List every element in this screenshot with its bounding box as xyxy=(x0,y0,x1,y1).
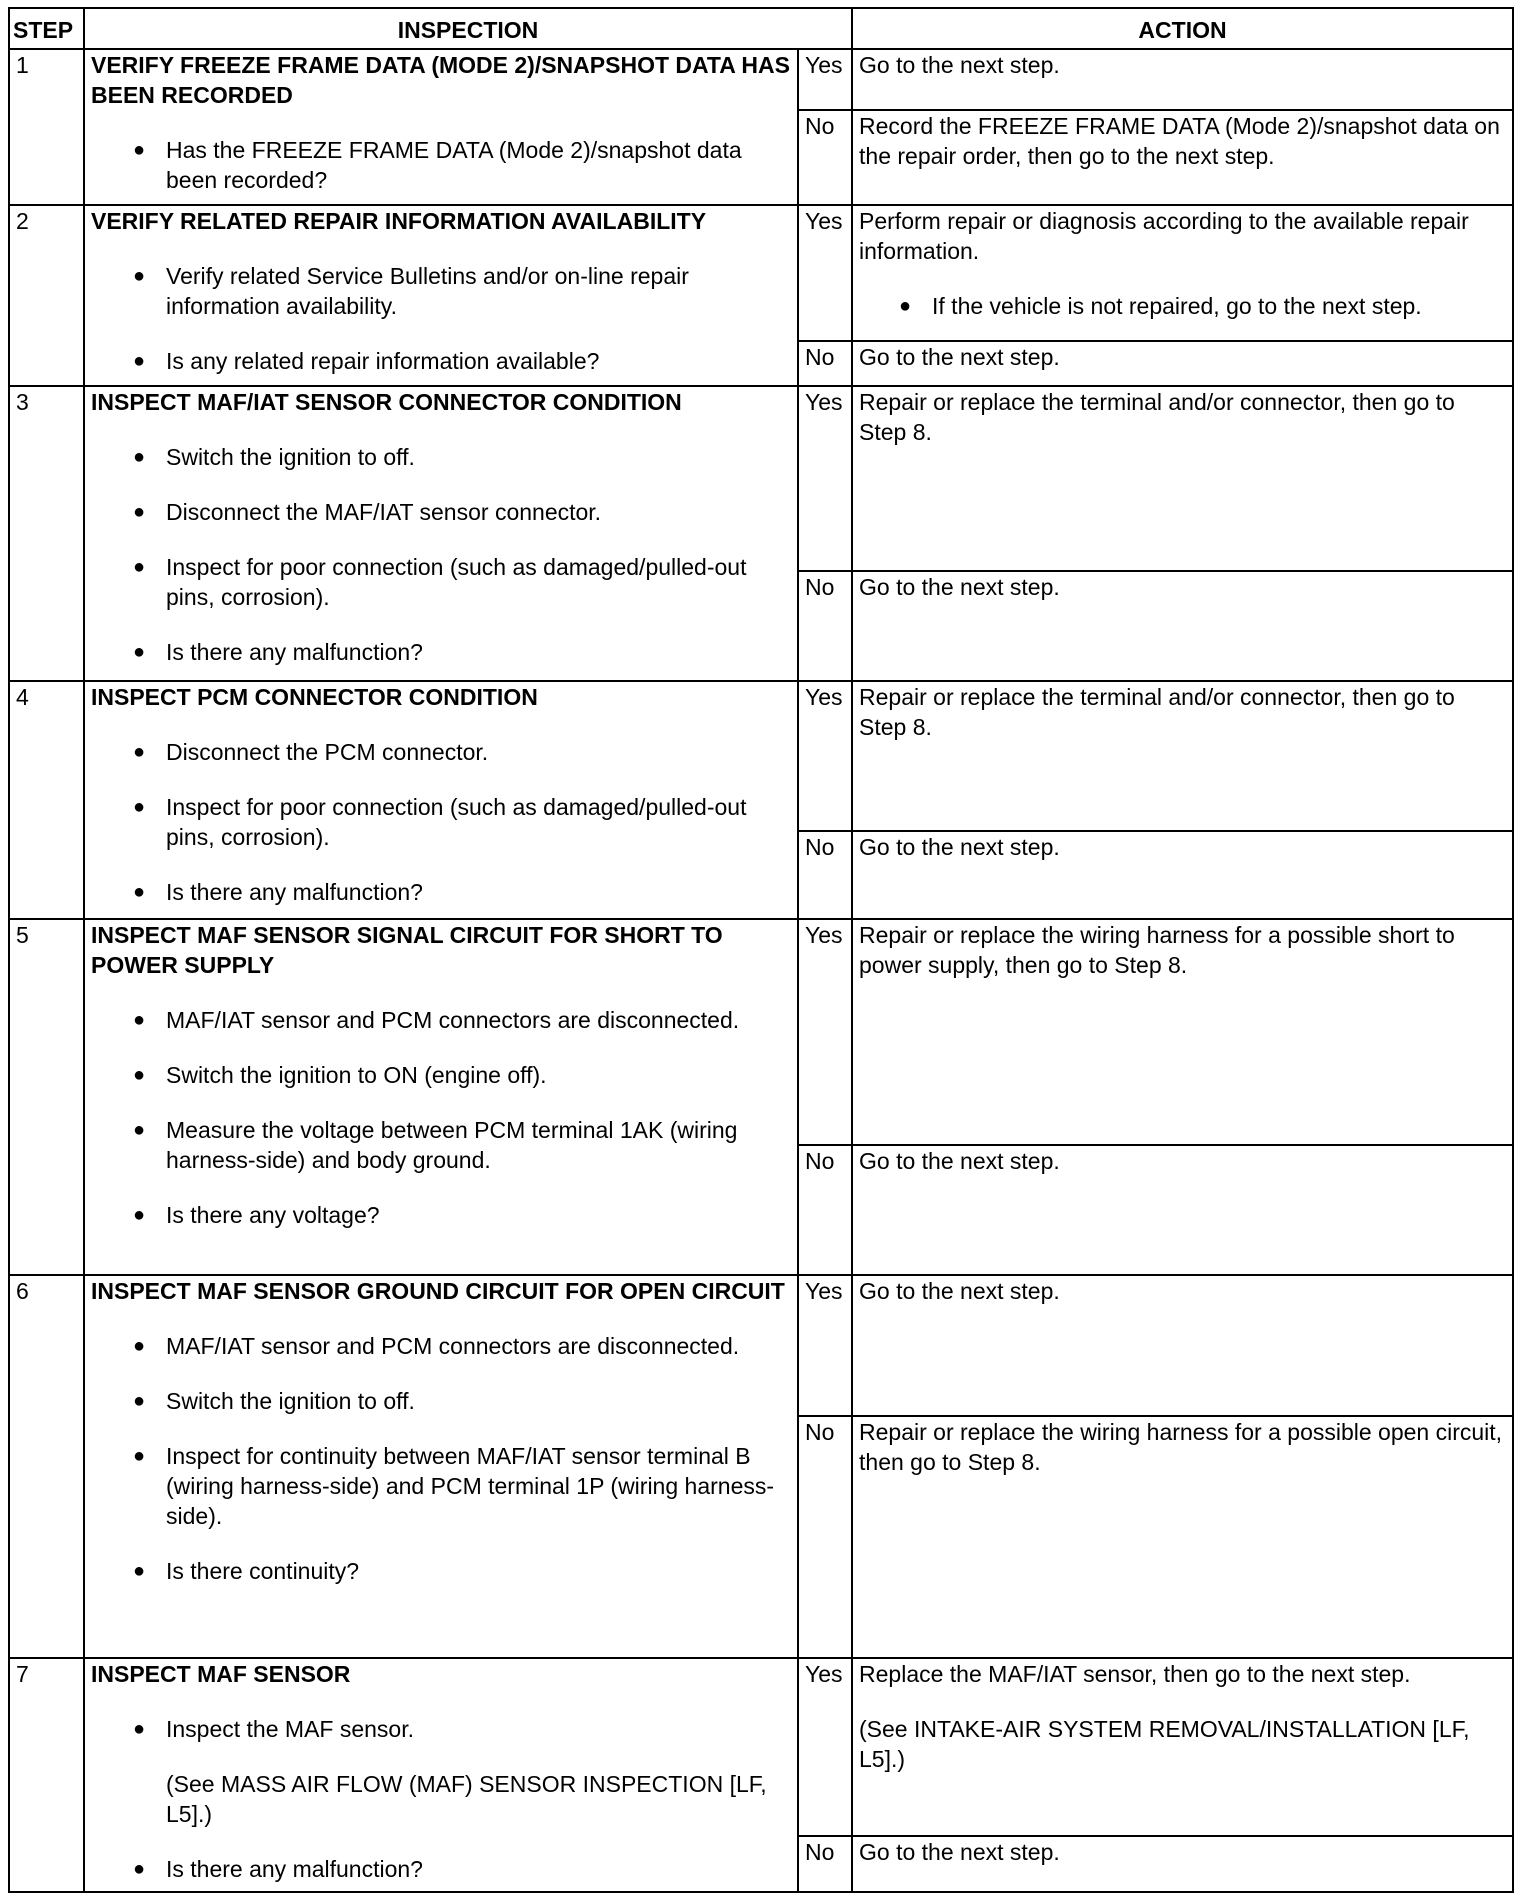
inspection-cell xyxy=(84,1275,798,1658)
yes-action: Perform repair or diagnosis according to the available repair information. xyxy=(859,208,1469,264)
inspection-bullet: ● Inspect for poor connection (such as damaged/pulled-out pins, corrosion). xyxy=(91,552,791,612)
inspection-bullet: ● Switch the ignition to off. xyxy=(91,1386,791,1416)
yes-label: Yes xyxy=(798,205,852,341)
yes-action-cell xyxy=(852,205,1513,341)
inspection-bullet: ● Switch the ignition to ON (engine off). xyxy=(91,1060,791,1090)
step-title: INSPECT MAF/IAT SENSOR CONNECTOR CONDITION xyxy=(91,389,682,415)
inspection-bullet: ● MAF/IAT sensor and PCM connectors are disconnected. xyxy=(91,1005,791,1035)
step-title: INSPECT PCM CONNECTOR CONDITION xyxy=(91,684,538,710)
yes-action: Go to the next step. xyxy=(852,1275,1513,1416)
table-row xyxy=(9,681,1513,831)
inspection-bullet: ● Disconnect the MAF/IAT sensor connector. xyxy=(91,497,791,527)
no-label: No xyxy=(798,341,852,386)
no-label: No xyxy=(798,1836,852,1892)
inspection-bullet: ● Disconnect the PCM connector. xyxy=(91,737,791,767)
no-action: Go to the next step. xyxy=(852,571,1513,681)
yes-label: Yes xyxy=(798,1658,852,1836)
header-inspection: INSPECTION xyxy=(84,8,852,49)
no-label: No xyxy=(798,831,852,919)
inspection-bullet: ● Is there any malfunction? xyxy=(91,1854,791,1884)
inspection-bullet: ● Inspect for continuity between MAF/IAT sensor terminal B (wiring harness-side) and PCM terminal 1P (wiring harness-side). xyxy=(91,1441,791,1531)
no-action: Go to the next step. xyxy=(852,831,1513,919)
yes-action: Go to the next step. xyxy=(852,49,1513,110)
inspection-bullet: ● Is there any malfunction? xyxy=(91,877,791,907)
yes-action: Repair or replace the terminal and/or connector, then go to Step 8. xyxy=(852,681,1513,831)
step-title: VERIFY RELATED REPAIR INFORMATION AVAILABILITY xyxy=(91,208,707,234)
table-row xyxy=(9,919,1513,1145)
step-title: INSPECT MAF SENSOR xyxy=(91,1661,351,1687)
inspection-bullet: ● Inspect for poor connection (such as damaged/pulled-out pins, corrosion). xyxy=(91,792,791,852)
inspection-cell xyxy=(84,919,798,1275)
inspection-bullet: ● Is there any voltage? xyxy=(91,1200,791,1230)
inspection-bullet: ● Inspect the MAF sensor. xyxy=(91,1714,791,1744)
table-row xyxy=(9,49,1513,110)
table-row xyxy=(9,1658,1513,1836)
no-action: Record the FREEZE FRAME DATA (Mode 2)/snapshot data on the repair order, then go to the next step. xyxy=(852,110,1513,205)
yes-action: Replace the MAF/IAT sensor, then go to the next step. xyxy=(859,1661,1411,1687)
no-action: Go to the next step. xyxy=(852,1145,1513,1275)
step-number: 7 xyxy=(9,1658,84,1892)
inspection-bullet: ● Has the FREEZE FRAME DATA (Mode 2)/snapshot data been recorded? xyxy=(91,135,791,195)
step-number: 2 xyxy=(9,205,84,386)
header-step: STEP xyxy=(9,8,84,49)
step-title: INSPECT MAF SENSOR SIGNAL CIRCUIT FOR SHORT TO POWER SUPPLY xyxy=(91,922,723,978)
no-action: Go to the next step. xyxy=(852,341,1513,386)
step-number: 5 xyxy=(9,919,84,1275)
inspection-bullet: ● Measure the voltage between PCM terminal 1AK (wiring harness-side) and body ground. xyxy=(91,1115,791,1175)
yes-action-cell xyxy=(852,1658,1513,1836)
no-label: No xyxy=(798,110,852,205)
inspection-cell xyxy=(84,49,798,205)
no-label: No xyxy=(798,571,852,681)
inspection-cell xyxy=(84,1658,798,1892)
no-label: No xyxy=(798,1416,852,1658)
inspection-bullet: ● Is there continuity? xyxy=(91,1556,791,1586)
yes-label: Yes xyxy=(798,681,852,831)
inspection-bullet: ● Verify related Service Bulletins and/or on-line repair information availability. xyxy=(91,261,791,321)
yes-action: Repair or replace the wiring harness for a possible short to power supply, then go to Step 8. xyxy=(852,919,1513,1145)
inspection-bullet: ● Is there any malfunction? xyxy=(91,637,791,667)
no-action: Repair or replace the wiring harness for a possible open circuit, then go to Step 8. xyxy=(852,1416,1513,1658)
table-row xyxy=(9,386,1513,571)
table-row xyxy=(9,1275,1513,1416)
inspection-cell xyxy=(84,205,798,386)
yes-label: Yes xyxy=(798,386,852,571)
yes-label: Yes xyxy=(798,49,852,110)
step-number: 3 xyxy=(9,386,84,681)
yes-action: Repair or replace the terminal and/or connector, then go to Step 8. xyxy=(852,386,1513,571)
step-number: 1 xyxy=(9,49,84,205)
header-action: ACTION xyxy=(852,8,1513,49)
action-bullet: ● If the vehicle is not repaired, go to the next step. xyxy=(859,291,1506,321)
inspection-cell xyxy=(84,681,798,919)
inspection-bullet: ● MAF/IAT sensor and PCM connectors are disconnected. xyxy=(91,1331,791,1361)
table-row xyxy=(9,205,1513,341)
step-title: INSPECT MAF SENSOR GROUND CIRCUIT FOR OPEN CIRCUIT xyxy=(91,1278,785,1304)
inspection-cell xyxy=(84,386,798,681)
inspection-bullet: ● Is any related repair information available? xyxy=(91,346,791,376)
diagnostic-table xyxy=(8,7,1514,1893)
step-number: 6 xyxy=(9,1275,84,1658)
reference-note: (See MASS AIR FLOW (MAF) SENSOR INSPECTION [LF, L5].) xyxy=(166,1771,767,1827)
no-label: No xyxy=(798,1145,852,1275)
yes-label: Yes xyxy=(798,1275,852,1416)
step-title: VERIFY FREEZE FRAME DATA (MODE 2)/SNAPSHOT DATA HAS BEEN RECORDED xyxy=(91,52,790,108)
inspection-bullet: ● Switch the ignition to off. xyxy=(91,442,791,472)
step-number: 4 xyxy=(9,681,84,919)
yes-label: Yes xyxy=(798,919,852,1145)
no-action: Go to the next step. xyxy=(852,1836,1513,1892)
reference-note: (See INTAKE-AIR SYSTEM REMOVAL/INSTALLATION [LF, L5].) xyxy=(859,1716,1470,1772)
